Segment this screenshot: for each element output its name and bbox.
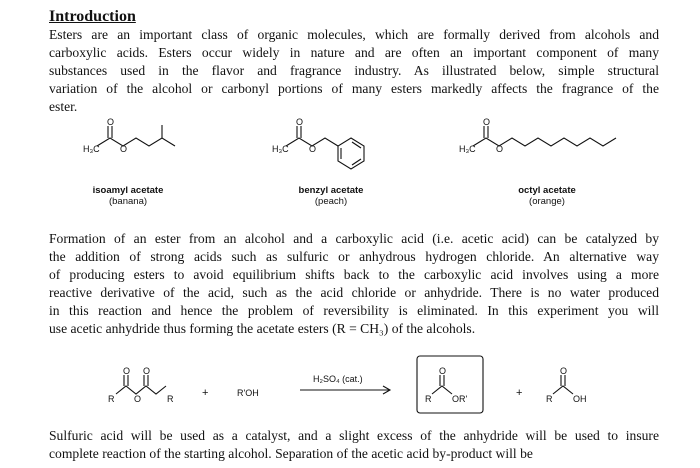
intro-line: variation of the alcohol or carbonyl portions of many esters markedly affects the fragrance of the: [49, 81, 659, 96]
ester-name: benzyl acetate: [298, 185, 364, 196]
closing-paragraph: [49, 427, 659, 463]
ester-name: octyl acetate: [518, 185, 576, 196]
r-group-label: R: [425, 394, 432, 404]
ester-scent: (banana): [108, 196, 148, 207]
formation-line: of producing esters to avoid equilibrium shifts back to the carboxylic acid involves using a more: [49, 267, 659, 282]
oxygen-label: O: [439, 366, 447, 376]
closing-line: Sulfuric acid will be used as a catalyst, and a slight excess of the anhydride will be used to insure: [49, 428, 659, 443]
octyl-acetate-chain: [473, 138, 616, 146]
methyl-label: H₃C: [459, 144, 476, 154]
formation-paragraph: [49, 230, 659, 338]
intro-line: carboxylic acids. Esters occur widely in nature and are often an important component of many: [49, 45, 659, 60]
anhydride-skeleton: [116, 386, 166, 394]
oxygen-label: O: [309, 144, 317, 154]
catalyst-label: H₂SO₄ (cat.): [313, 374, 363, 384]
benzene-ring: [338, 138, 364, 169]
section-heading: Introduction: [49, 8, 136, 25]
oxygen-label: O: [496, 144, 504, 154]
formation-line: reactive derivative of the acid, such as the acid chloride or anhydride. There is no water produced: [49, 285, 659, 300]
methyl-label: H₃C: [83, 144, 100, 154]
intro-line: ester.: [49, 99, 78, 114]
acetic-acid-skeleton: [553, 386, 573, 394]
ester-skeleton: [432, 386, 452, 394]
ester-caption: [487, 185, 607, 207]
r-group-label: R: [108, 394, 115, 404]
formation-line: Formation of an ester from an alcohol and a carboxylic acid (i.e. acetic acid) can be catalyzed by: [49, 231, 659, 246]
reaction-scheme: [0, 350, 700, 426]
ester-scent: (peach): [314, 196, 348, 207]
r-group-label: R: [546, 394, 553, 404]
product-ester-box: [417, 356, 483, 413]
r-group-label: R: [167, 394, 174, 404]
ester-name: isoamyl acetate: [92, 185, 164, 196]
closing-line: complete reaction of the starting alcohol. Separation of the acetic acid by-product will be: [49, 446, 533, 461]
oxygen-label: O: [483, 117, 491, 127]
formation-line: the addition of strong acids such as sulfuric or anhydrous hydrogen chloride. An alternative way: [49, 249, 659, 264]
methyl-label: H₃C: [272, 144, 289, 154]
oxygen-label: O: [296, 117, 304, 127]
oxygen-label: O: [123, 366, 131, 376]
plus-sign: +: [516, 387, 523, 399]
intro-line: substances used in the flavor and fragrance industry. As illustrated below, simple structural: [49, 63, 659, 78]
intro-line: Esters are an important class of organic molecules, which are formally derived from alcohols and: [49, 27, 659, 42]
oxygen-label: O: [560, 366, 568, 376]
oxygen-label: O: [143, 366, 151, 376]
oxygen-label: O: [120, 144, 128, 154]
isoamyl-acetate-chain: [97, 138, 175, 146]
plus-sign: +: [202, 387, 209, 399]
ester-caption: [271, 185, 391, 207]
hydroxyl-label: OH: [573, 394, 587, 404]
intro-paragraph: [49, 26, 659, 116]
or-prime-label: OR': [452, 394, 468, 404]
ester-caption: [68, 185, 188, 207]
formation-line: in this reaction and hence the problem of reversibility is eliminated. In this experiment you will: [49, 303, 659, 318]
ester-scent: (orange): [529, 196, 565, 207]
alcohol-label: R'OH: [237, 388, 259, 398]
oxygen-label: O: [134, 394, 142, 404]
oxygen-label: O: [107, 117, 115, 127]
formation-line: use acetic anhydride thus forming the acetate esters (R = CH₃) of the alcohols.: [49, 321, 476, 336]
